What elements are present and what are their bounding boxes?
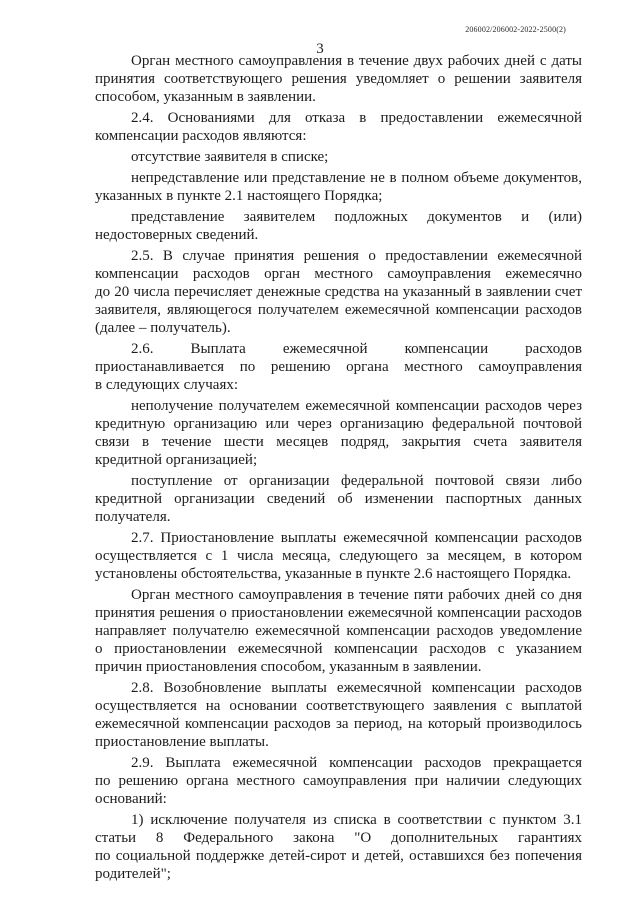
document-id: 206002/206002-2022-2500(2) bbox=[465, 25, 566, 34]
text-line: 2.4. Основаниями для отказа в предоставлении ежемесячной bbox=[131, 110, 582, 126]
text-line: принятия соответствующего решения уведомляет о решении заявителя bbox=[95, 71, 582, 87]
text-line: до 20 числа перечисляет денежные средства на указанный в заявлении счет bbox=[95, 284, 582, 300]
text-line: принятия решения о приостановлении ежемесячной компенсации расходов bbox=[95, 605, 582, 621]
text-line: по социальной поддержке детей-сирот и детей, оставшихся без попечения bbox=[95, 848, 582, 864]
text-line: 1) исключение получателя из списка в соответствии с пунктом 3.1 bbox=[131, 812, 582, 828]
text-line: осуществляется с 1 числа месяца, следующего за месяцем, в котором bbox=[95, 548, 582, 564]
text-line: 2.5. В случае принятия решения о предоставлении ежемесячной bbox=[131, 248, 582, 264]
text-line: отсутствие заявителя в списке; bbox=[131, 149, 329, 165]
text-line: недостоверных сведений. bbox=[95, 227, 259, 243]
text-line: 2.6. Выплата ежемесячной компенсации расходов bbox=[131, 341, 582, 357]
text-line: по решению органа местного самоуправления при наличии следующих bbox=[95, 773, 582, 789]
text-line: связи в течение шести месяцев подряд, закрытия счета заявителя bbox=[95, 434, 582, 450]
text-line: Орган местного самоуправления в течение двух рабочих дней с даты bbox=[131, 53, 582, 69]
text-line: кредитную организацию или через организацию федеральной почтовой bbox=[95, 416, 582, 432]
text-line: приостановление выплаты. bbox=[95, 734, 269, 750]
text-line: статьи 8 Федерального закона "О дополнительных гарантиях bbox=[95, 830, 582, 846]
text-line: заявителя, являющегося получателем ежемесячной компенсации расходов bbox=[95, 302, 582, 318]
page-number: 3 bbox=[316, 41, 324, 57]
text-line: кредитной организации сведений об изменении паспортных данных bbox=[95, 491, 582, 507]
text-line: поступление от организации федеральной почтовой связи либо bbox=[131, 473, 582, 489]
text-line: 2.7. Приостановление выплаты ежемесячной компенсации расходов bbox=[131, 530, 582, 546]
text-line: оснований: bbox=[95, 791, 167, 807]
text-line: представление заявителем подложных документов и (или) bbox=[131, 209, 582, 225]
text-line: ежемесячной компенсации расходов за период, на который производилось bbox=[95, 716, 582, 732]
text-line: получателя. bbox=[95, 509, 171, 525]
text-line: в следующих случаях: bbox=[95, 377, 239, 393]
text-line: Орган местного самоуправления в течение пяти рабочих дней со дня bbox=[131, 587, 582, 603]
text-line: 2.9. Выплата ежемесячной компенсации расходов прекращается bbox=[131, 755, 582, 771]
text-line: компенсации расходов являются: bbox=[95, 128, 307, 144]
text-line: родителей"; bbox=[95, 866, 171, 882]
text-line: компенсации расходов орган местного самоуправления ежемесячно bbox=[95, 266, 582, 282]
text-line: установлены обстоятельства, указанные в пункте 2.6 настоящего Порядка. bbox=[95, 566, 572, 582]
text-line: причин приостановления способом, указанным в заявлении. bbox=[95, 659, 482, 675]
text-line: (далее – получатель). bbox=[95, 320, 231, 336]
text-line: кредитной организацией; bbox=[95, 452, 258, 468]
text-line: приостанавливается по решению органа местного самоуправления bbox=[95, 359, 582, 375]
text-line: осуществляется на основании соответствующего заявления с выплатой bbox=[95, 698, 582, 714]
text-line: 2.8. Возобновление выплаты ежемесячной компенсации расходов bbox=[131, 680, 582, 696]
text-line: неполучение получателем ежемесячной компенсации расходов через bbox=[131, 398, 582, 414]
text-line: непредставление или представление не в полном объеме документов, bbox=[131, 170, 582, 186]
text-line: о приостановлении ежемесячной компенсации расходов с указанием bbox=[95, 641, 582, 657]
text-line: направляет получателю ежемесячной компенсации расходов уведомление bbox=[95, 623, 582, 639]
text-line: указанных в пункте 2.1 настоящего Порядка; bbox=[95, 188, 383, 204]
text-line: способом, указанным в заявлении. bbox=[95, 89, 316, 105]
